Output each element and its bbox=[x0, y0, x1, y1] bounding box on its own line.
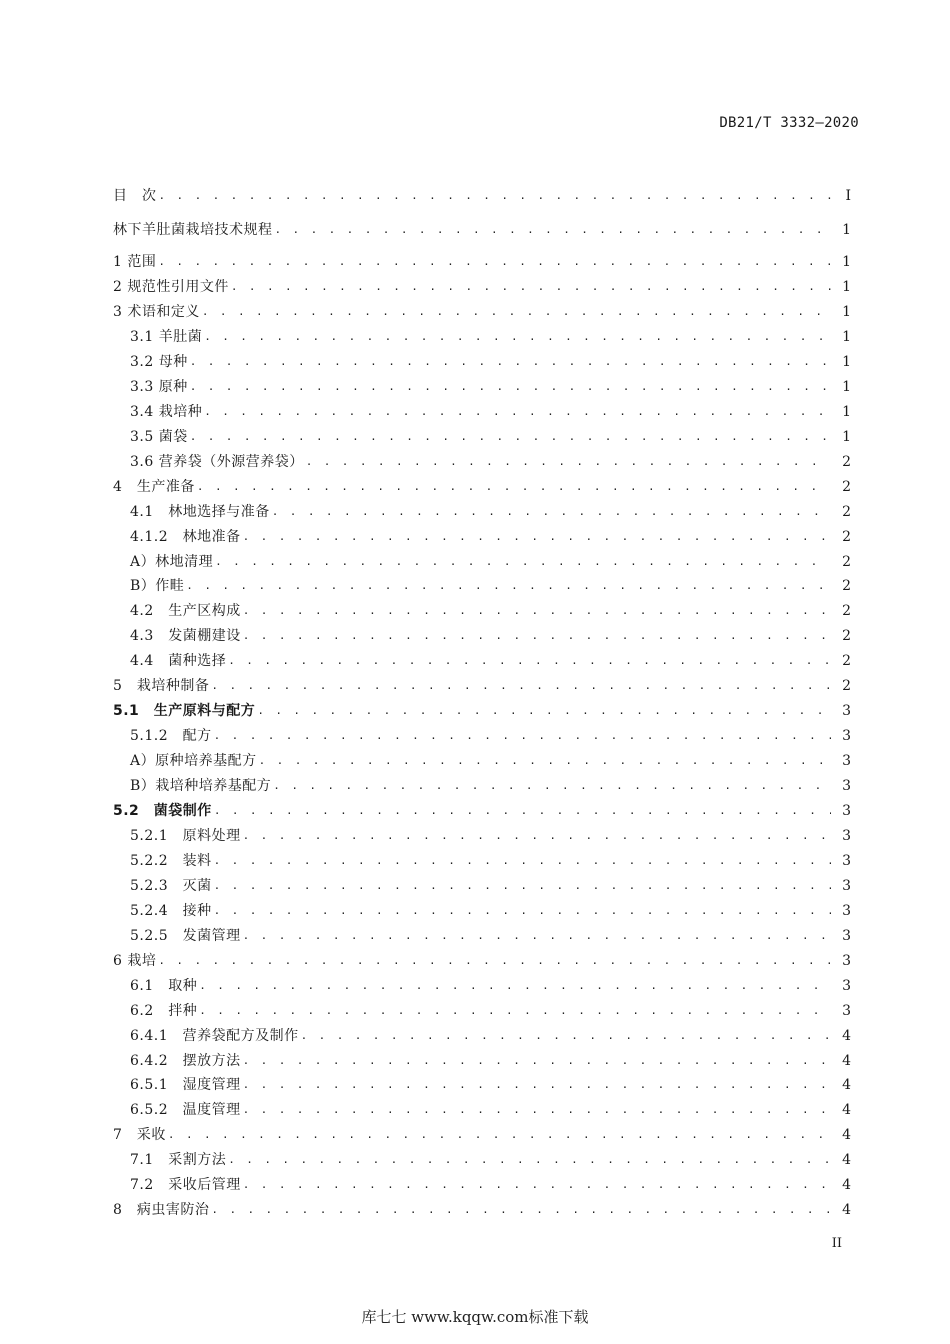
toc-dot-leader bbox=[202, 301, 831, 323]
toc-entry[interactable] bbox=[113, 700, 851, 722]
document-code: DB21/T 3332—2020 bbox=[719, 115, 859, 131]
toc-entry[interactable] bbox=[113, 301, 851, 323]
toc-entry-page: 2 bbox=[842, 503, 851, 520]
toc-entry[interactable] bbox=[113, 276, 851, 298]
toc-dot-leader bbox=[243, 1099, 831, 1121]
toc-entry-page: 4 bbox=[842, 1127, 851, 1144]
toc-entry-page: 2 bbox=[842, 528, 851, 545]
toc-entry-page: 2 bbox=[842, 603, 851, 620]
toc-entry[interactable] bbox=[113, 950, 851, 972]
toc-entry-page: 4 bbox=[842, 1202, 851, 1219]
toc-entry-title: 5 栽培种制备 bbox=[113, 678, 210, 695]
toc-dot-leader bbox=[231, 276, 831, 298]
toc-entry-page: 1 bbox=[842, 328, 851, 345]
toc-entry-page: 1 bbox=[842, 304, 851, 320]
toc-entry[interactable] bbox=[113, 526, 851, 548]
toc-entry-title: 6.2 拌种 bbox=[130, 1002, 198, 1019]
toc-entry-title: 5.2.2 装料 bbox=[130, 852, 212, 869]
toc-entry-page: 1 bbox=[842, 403, 851, 420]
toc-entry-title: 林下羊肚菌栽培技术规程 bbox=[113, 222, 273, 238]
toc-entry-page: 3 bbox=[842, 902, 851, 919]
toc-entry-page: 2 bbox=[842, 578, 851, 595]
toc-entry-page: 2 bbox=[842, 628, 851, 645]
toc-entry-page: 4 bbox=[842, 1052, 851, 1069]
toc-entry[interactable] bbox=[113, 376, 851, 398]
toc-entry-title: 3.5 菌袋 bbox=[130, 428, 188, 445]
toc-dot-leader bbox=[215, 551, 831, 573]
toc-entry[interactable] bbox=[113, 476, 851, 498]
toc-entry-page: 4 bbox=[842, 1102, 851, 1119]
toc-dot-leader bbox=[243, 625, 831, 647]
toc-entry-title: 5.2.1 原料处理 bbox=[130, 827, 241, 844]
toc-entry[interactable] bbox=[113, 426, 851, 448]
toc-dot-leader bbox=[301, 1025, 831, 1047]
toc-entry-page: 3 bbox=[842, 703, 851, 720]
toc-entry-title: 5.1 生产原料与配方 bbox=[113, 703, 256, 720]
toc-entry-page: 1 bbox=[842, 428, 851, 445]
toc-entry-page: 3 bbox=[842, 877, 851, 894]
toc-entry-title: 6 栽培 bbox=[113, 952, 157, 969]
toc-entry-page: 3 bbox=[842, 952, 851, 969]
toc-entry-title: 4.4 菌种选择 bbox=[130, 653, 227, 670]
toc-entry[interactable] bbox=[113, 850, 851, 872]
toc-entry-page: 1 bbox=[842, 254, 851, 270]
toc-entry-page: 2 bbox=[842, 478, 851, 495]
toc-dot-leader bbox=[272, 501, 831, 523]
toc-entry-title: 1 范围 bbox=[113, 254, 157, 270]
toc-entry[interactable] bbox=[113, 1050, 851, 1072]
toc-entry-page: 1 bbox=[842, 279, 851, 295]
toc-entry[interactable] bbox=[113, 401, 851, 423]
toc-entry-title: 3.6 营养袋（外源营养袋） bbox=[130, 453, 304, 470]
toc-entry-title: 6.1 取种 bbox=[130, 977, 198, 994]
toc-dot-leader bbox=[158, 950, 831, 972]
toc-entry-page: 4 bbox=[842, 1152, 851, 1169]
toc-entry-title: 5.2.5 发菌管理 bbox=[130, 927, 241, 944]
toc-dot-leader bbox=[214, 800, 831, 822]
toc-entry-page: 1 bbox=[842, 353, 851, 370]
toc-entry-title: 5.2.4 接种 bbox=[130, 902, 212, 919]
toc-entry[interactable] bbox=[113, 1199, 851, 1221]
toc-entry-page: 3 bbox=[842, 753, 851, 770]
toc-entry[interactable] bbox=[113, 326, 851, 348]
toc-entry-title: 5.2 菌袋制作 bbox=[113, 803, 212, 819]
toc-entry-title: 6.5.2 温度管理 bbox=[130, 1102, 241, 1119]
toc-entry[interactable] bbox=[113, 800, 851, 822]
toc-dot-leader bbox=[159, 185, 832, 207]
toc-entry-page: 3 bbox=[842, 827, 851, 844]
toc-entry-title: 4.2 生产区构成 bbox=[130, 603, 241, 620]
toc-entry[interactable] bbox=[113, 351, 851, 373]
toc-entry-page: 3 bbox=[842, 1002, 851, 1019]
toc-entry[interactable] bbox=[113, 501, 851, 523]
toc-entry[interactable] bbox=[113, 575, 851, 597]
toc-entry-title: 7 采收 bbox=[113, 1127, 166, 1144]
toc-entry-title: 7.1 采割方法 bbox=[130, 1152, 227, 1169]
toc-entry[interactable] bbox=[113, 551, 851, 573]
toc-entry[interactable] bbox=[113, 875, 851, 897]
toc-entry[interactable] bbox=[113, 925, 851, 947]
toc-dot-leader bbox=[214, 850, 831, 872]
toc-entry-title: 7.2 采收后管理 bbox=[130, 1177, 241, 1194]
toc-entry-page: 2 bbox=[842, 453, 851, 470]
toc-entry-title: 3.1 羊肚菌 bbox=[130, 328, 203, 345]
toc-entry-title: 6.4.1 营养袋配方及制作 bbox=[130, 1027, 299, 1044]
toc-entry[interactable] bbox=[113, 725, 851, 747]
toc-dot-leader bbox=[275, 219, 832, 241]
toc-dot-leader bbox=[197, 476, 831, 498]
toc-entry[interactable] bbox=[113, 750, 851, 772]
toc-dot-leader bbox=[204, 401, 831, 423]
toc-dot-leader bbox=[243, 526, 831, 548]
toc-entry-title: 4.1 林地选择与准备 bbox=[130, 503, 270, 520]
toc-entry[interactable] bbox=[113, 1124, 851, 1146]
toc-dot-leader bbox=[199, 975, 831, 997]
toc-entry-title: 2 规范性引用文件 bbox=[113, 279, 229, 295]
toc-entry-page: 3 bbox=[842, 728, 851, 745]
toc-entry-title: 3.2 母种 bbox=[130, 353, 188, 370]
toc-dot-leader bbox=[199, 1000, 831, 1022]
toc-entry-title: A）原种培养基配方 bbox=[130, 753, 257, 770]
toc-entry[interactable] bbox=[113, 675, 851, 697]
toc-entry-page: 3 bbox=[842, 803, 851, 819]
toc-entry-title: B）作畦 bbox=[130, 578, 185, 595]
toc-entry[interactable] bbox=[113, 1074, 851, 1096]
toc-dot-leader bbox=[243, 1074, 831, 1096]
toc-entry-page: 3 bbox=[842, 977, 851, 994]
toc-entry[interactable] bbox=[113, 600, 851, 622]
toc-dot-leader bbox=[243, 825, 831, 847]
toc-entry-page: 3 bbox=[842, 927, 851, 944]
toc-entry-title: 目 次 bbox=[113, 188, 157, 204]
toc-entry-title: 4 生产准备 bbox=[113, 478, 195, 495]
toc-entry-page: 4 bbox=[842, 1027, 851, 1044]
toc-dot-leader bbox=[186, 575, 831, 597]
toc-entry[interactable] bbox=[113, 625, 851, 647]
toc-dot-leader bbox=[259, 750, 831, 772]
toc-entry-page: 3 bbox=[842, 778, 851, 795]
toc-entry-title: 6.4.2 摆放方法 bbox=[130, 1052, 241, 1069]
toc-dot-leader bbox=[243, 1174, 831, 1196]
toc-entry[interactable] bbox=[113, 1174, 851, 1196]
toc-dot-leader bbox=[228, 650, 831, 672]
toc-dot-leader bbox=[204, 326, 831, 348]
toc-entry-page: 4 bbox=[842, 1177, 851, 1194]
toc-entry[interactable] bbox=[113, 650, 851, 672]
toc-entry[interactable] bbox=[113, 1025, 851, 1047]
toc-entry[interactable] bbox=[113, 1000, 851, 1022]
toc-entry-title: 4.1.2 林地准备 bbox=[130, 528, 241, 545]
toc-dot-leader bbox=[243, 600, 831, 622]
toc-dot-leader bbox=[190, 376, 831, 398]
toc-entry-page: 2 bbox=[842, 678, 851, 695]
toc-entry[interactable] bbox=[113, 251, 851, 273]
toc-entry-title: 3.3 原种 bbox=[130, 378, 188, 395]
toc-dot-leader bbox=[214, 900, 831, 922]
toc-entry-page: 1 bbox=[842, 378, 851, 395]
toc-entry[interactable] bbox=[113, 185, 851, 207]
toc-dot-leader bbox=[214, 725, 831, 747]
toc-entry[interactable] bbox=[113, 1099, 851, 1121]
toc-dot-leader bbox=[190, 351, 831, 373]
toc-dot-leader bbox=[214, 875, 831, 897]
toc-dot-leader bbox=[211, 675, 831, 697]
toc-entry-title: 3 术语和定义 bbox=[113, 304, 200, 320]
toc-entry-title: A）林地清理 bbox=[130, 553, 214, 570]
toc-dot-leader bbox=[228, 1149, 831, 1171]
toc-entry-page: 2 bbox=[842, 653, 851, 670]
toc-dot-leader bbox=[243, 1050, 831, 1072]
toc-dot-leader bbox=[190, 426, 831, 448]
toc-entry[interactable] bbox=[113, 975, 851, 997]
toc-entry-title: B）栽培种培养基配方 bbox=[130, 778, 272, 795]
toc-dot-leader bbox=[273, 775, 831, 797]
footer-watermark: 库七七 www.kqqw.com标准下载 bbox=[361, 1308, 589, 1326]
toc-entry-page: 2 bbox=[842, 553, 851, 570]
toc-entry-title: 8 病虫害防治 bbox=[113, 1202, 210, 1219]
toc-entry[interactable] bbox=[113, 219, 851, 241]
toc-entry-page: 1 bbox=[842, 222, 851, 238]
toc-entry[interactable] bbox=[113, 451, 851, 473]
page-number: II bbox=[831, 1236, 842, 1251]
toc-dot-leader bbox=[257, 700, 831, 722]
toc-entry-title: 5.1.2 配方 bbox=[130, 728, 212, 745]
toc-entry-title: 6.5.1 湿度管理 bbox=[130, 1077, 241, 1094]
toc-entry-title: 5.2.3 灭菌 bbox=[130, 877, 212, 894]
toc-entry-title: 4.3 发菌棚建设 bbox=[130, 628, 241, 645]
toc-dot-leader bbox=[243, 925, 831, 947]
toc-entry[interactable] bbox=[113, 825, 851, 847]
toc-entry[interactable] bbox=[113, 900, 851, 922]
toc-entry-page: I bbox=[845, 188, 851, 204]
toc-entry[interactable] bbox=[113, 775, 851, 797]
toc-dot-leader bbox=[211, 1199, 831, 1221]
toc-entry-page: 4 bbox=[842, 1077, 851, 1094]
toc-entry[interactable] bbox=[113, 1149, 851, 1171]
toc-dot-leader bbox=[168, 1124, 831, 1146]
toc-dot-leader bbox=[158, 251, 831, 273]
toc-entry-title: 3.4 栽培种 bbox=[130, 403, 203, 420]
toc-entry-page: 3 bbox=[842, 852, 851, 869]
toc-dot-leader bbox=[306, 451, 831, 473]
